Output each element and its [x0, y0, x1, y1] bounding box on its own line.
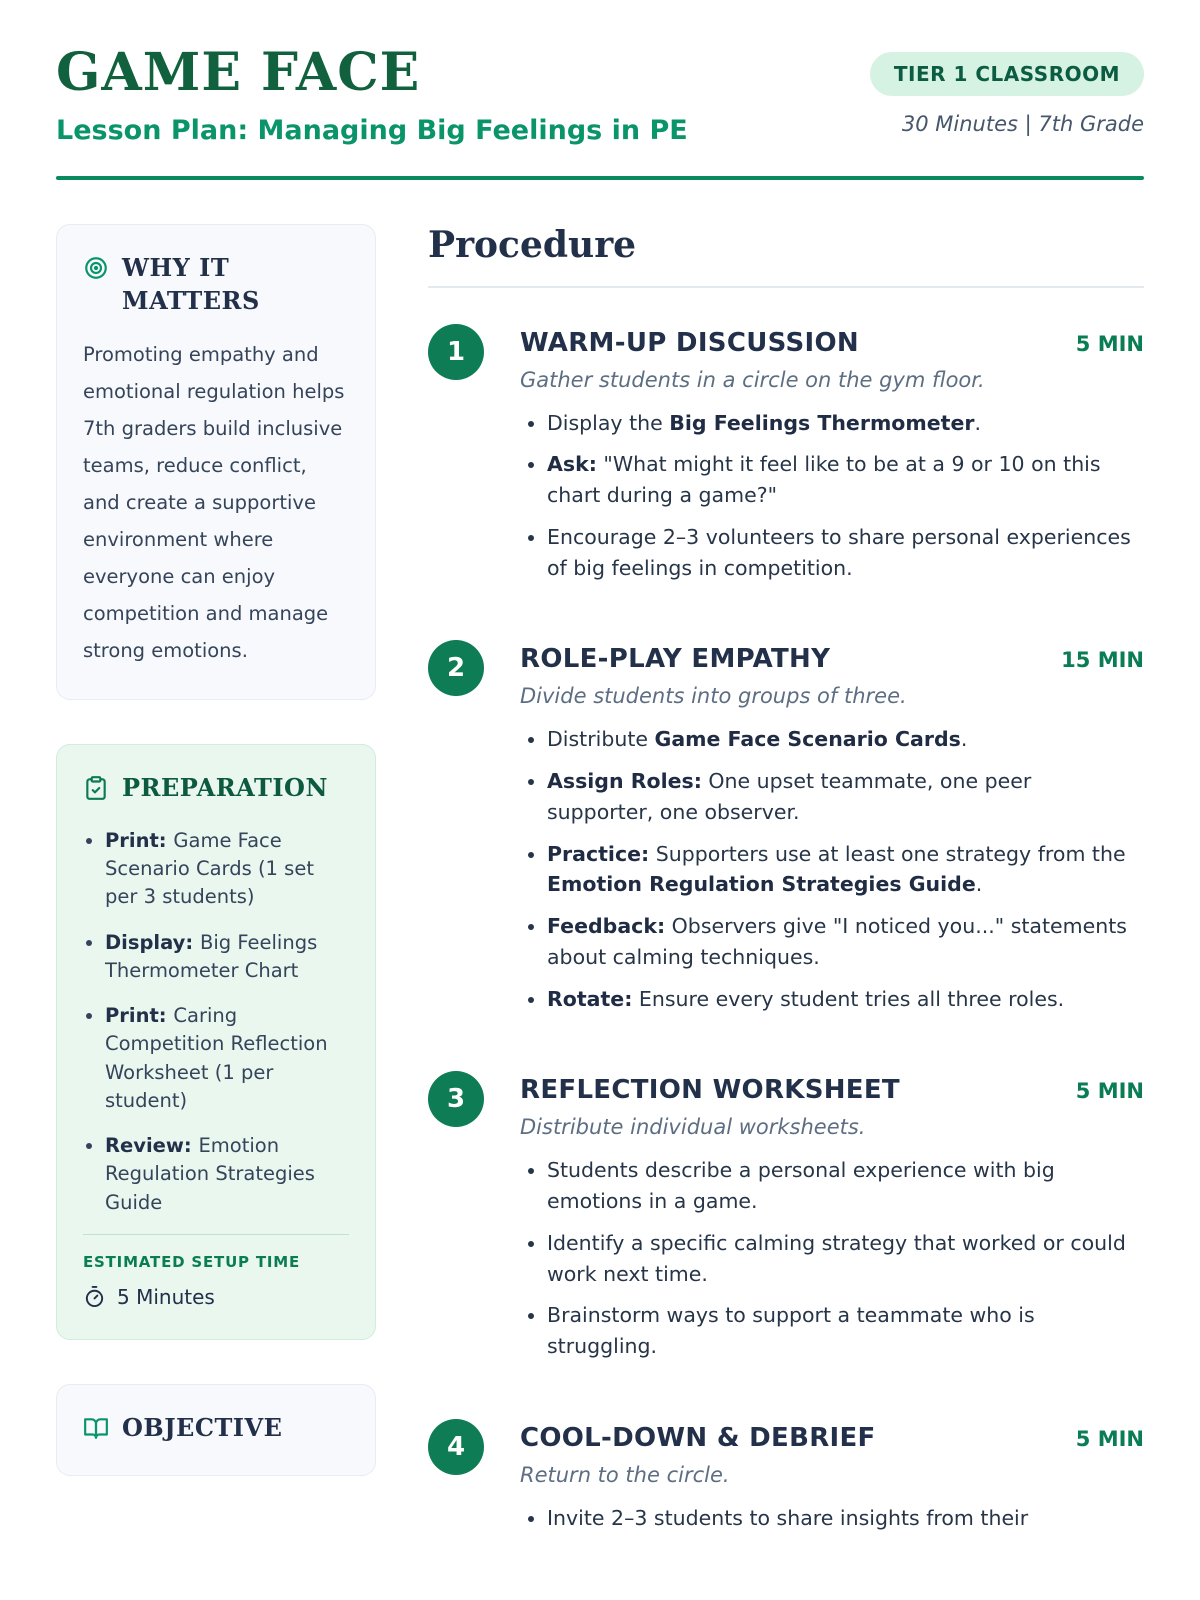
- duration-grade-meta: 30 Minutes | 7th Grade: [901, 112, 1144, 136]
- page-subtitle: Lesson Plan: Managing Big Feelings in PE: [56, 114, 688, 146]
- step-bullet-list: [520, 1503, 1144, 1534]
- step-number-badge: 3: [428, 1071, 484, 1127]
- step-duration: 5 MIN: [1075, 331, 1144, 356]
- step-bullet: • Invite 2–3 students to share insights from their: [547, 1503, 1144, 1534]
- header: [56, 42, 1144, 146]
- setup-time-label: ESTIMATED SETUP TIME: [83, 1252, 301, 1271]
- objective-title: OBJECTIVE: [122, 1412, 283, 1442]
- preparation-divider: [83, 1234, 349, 1235]
- procedure-section: [428, 224, 1144, 1591]
- sidebar: [56, 224, 376, 1591]
- step-number-badge: 2: [428, 640, 484, 696]
- preparation-item: • Print: Caring Competition Reflection Worksheet (1 per student): [105, 1002, 349, 1115]
- step-bullet: • Encourage 2–3 volunteers to share personal experiences of big feelings in competition.: [547, 522, 1144, 584]
- timer-icon: [83, 1285, 106, 1308]
- target-icon: [83, 251, 109, 281]
- page-title: GAME FACE: [56, 42, 421, 103]
- procedure-divider: [428, 286, 1144, 288]
- preparation-list: [83, 827, 349, 1217]
- content: [56, 224, 1144, 1591]
- step-bullet: • Feedback: Observers give "I noticed you..." statements about calming techniques.: [547, 911, 1144, 973]
- header-divider: [56, 176, 1144, 180]
- why-it-matters-card: [56, 224, 376, 701]
- procedure-title: Procedure: [428, 223, 637, 266]
- step-header: [520, 644, 1144, 674]
- preparation-item: • Review: Emotion Regulation Strategies Guide: [105, 1132, 349, 1217]
- procedure-steps: [428, 324, 1144, 1545]
- procedure-step: [428, 1071, 1144, 1373]
- step-bullet-list: [520, 1155, 1144, 1362]
- step-intro: Return to the circle.: [520, 1462, 730, 1487]
- preparation-item-lead: Print:: [105, 828, 174, 852]
- step-title: ROLE-PLAY EMPATHY: [520, 644, 831, 675]
- why-it-matters-title: WHY IT MATTERS: [122, 252, 260, 316]
- preparation-card: [56, 744, 376, 1340]
- step-bullet-list: [520, 408, 1144, 584]
- step-bullet: • Practice: Supporters use at least one strategy from the Emotion Regulation Strategies Guide.: [547, 839, 1144, 901]
- step-bullet: • Assign Roles: One upset teammate, one peer supporter, one observer.: [547, 766, 1144, 828]
- step-bullet: • Display the Big Feelings Thermometer.: [547, 408, 1144, 439]
- step-body: [520, 1071, 1144, 1373]
- step-title: COOL-DOWN & DEBRIEF: [520, 1422, 876, 1453]
- step-duration: 5 MIN: [1075, 1426, 1144, 1451]
- step-number-badge: 4: [428, 1419, 484, 1475]
- book-open-icon: [83, 1411, 109, 1441]
- step-bullet: • Identify a specific calming strategy that worked or could work next time.: [547, 1228, 1144, 1290]
- clipboard-check-icon: [83, 771, 109, 801]
- why-it-matters-body: Promoting empathy and emotional regulation helps 7th graders build inclusive teams, reduce conflict, and create a supportive environment where everyone can enjoy competition and manage strong emotions.: [83, 342, 345, 663]
- step-body: [520, 1419, 1144, 1545]
- preparation-header: [83, 771, 349, 805]
- procedure-step: [428, 640, 1144, 1025]
- step-intro: Distribute individual worksheets.: [520, 1115, 866, 1140]
- step-intro: Gather students in a circle on the gym floor.: [520, 367, 985, 392]
- step-bullet: • Rotate: Ensure every student tries all three roles.: [547, 984, 1144, 1015]
- setup-time-row: [83, 1285, 349, 1309]
- step-header: [520, 1423, 1144, 1453]
- tier-badge: TIER 1 CLASSROOM: [870, 52, 1144, 96]
- step-bullet-list: [520, 724, 1144, 1014]
- preparation-item-lead: Print:: [105, 1004, 174, 1028]
- preparation-item: • Display: Big Feelings Thermometer Chart: [105, 929, 349, 986]
- header-title-block: [56, 42, 688, 146]
- step-duration: 5 MIN: [1075, 1079, 1144, 1104]
- objective-card: [56, 1384, 376, 1476]
- step-body: [520, 324, 1144, 595]
- step-duration: 15 MIN: [1061, 648, 1144, 673]
- step-number-badge: 1: [428, 324, 484, 380]
- step-header: [520, 328, 1144, 358]
- preparation-item: • Print: Game Face Scenario Cards (1 set per 3 students): [105, 827, 349, 912]
- step-bullet: • Brainstorm ways to support a teammate who is struggling.: [547, 1300, 1144, 1362]
- step-header: [520, 1075, 1144, 1105]
- why-it-matters-header: [83, 251, 349, 318]
- procedure-step: [428, 1419, 1144, 1545]
- header-meta-block: [870, 46, 1144, 136]
- step-bullet: • Ask: "What might it feel like to be at a 9 or 10 on this chart during a game?": [547, 449, 1144, 511]
- preparation-item-lead: Display:: [105, 930, 200, 954]
- preparation-item-lead: Review:: [105, 1134, 199, 1158]
- preparation-title: PREPARATION: [122, 773, 328, 803]
- step-bullet: • Distribute Game Face Scenario Cards.: [547, 724, 1144, 755]
- procedure-step: [428, 324, 1144, 595]
- setup-time-value: 5 Minutes: [117, 1284, 215, 1309]
- step-bullet: • Students describe a personal experience with big emotions in a game.: [547, 1155, 1144, 1217]
- step-title: WARM-UP DISCUSSION: [520, 327, 859, 358]
- step-title: REFLECTION WORKSHEET: [520, 1075, 900, 1106]
- objective-header: [83, 1411, 349, 1445]
- step-intro: Divide students into groups of three.: [520, 684, 907, 709]
- step-body: [520, 640, 1144, 1025]
